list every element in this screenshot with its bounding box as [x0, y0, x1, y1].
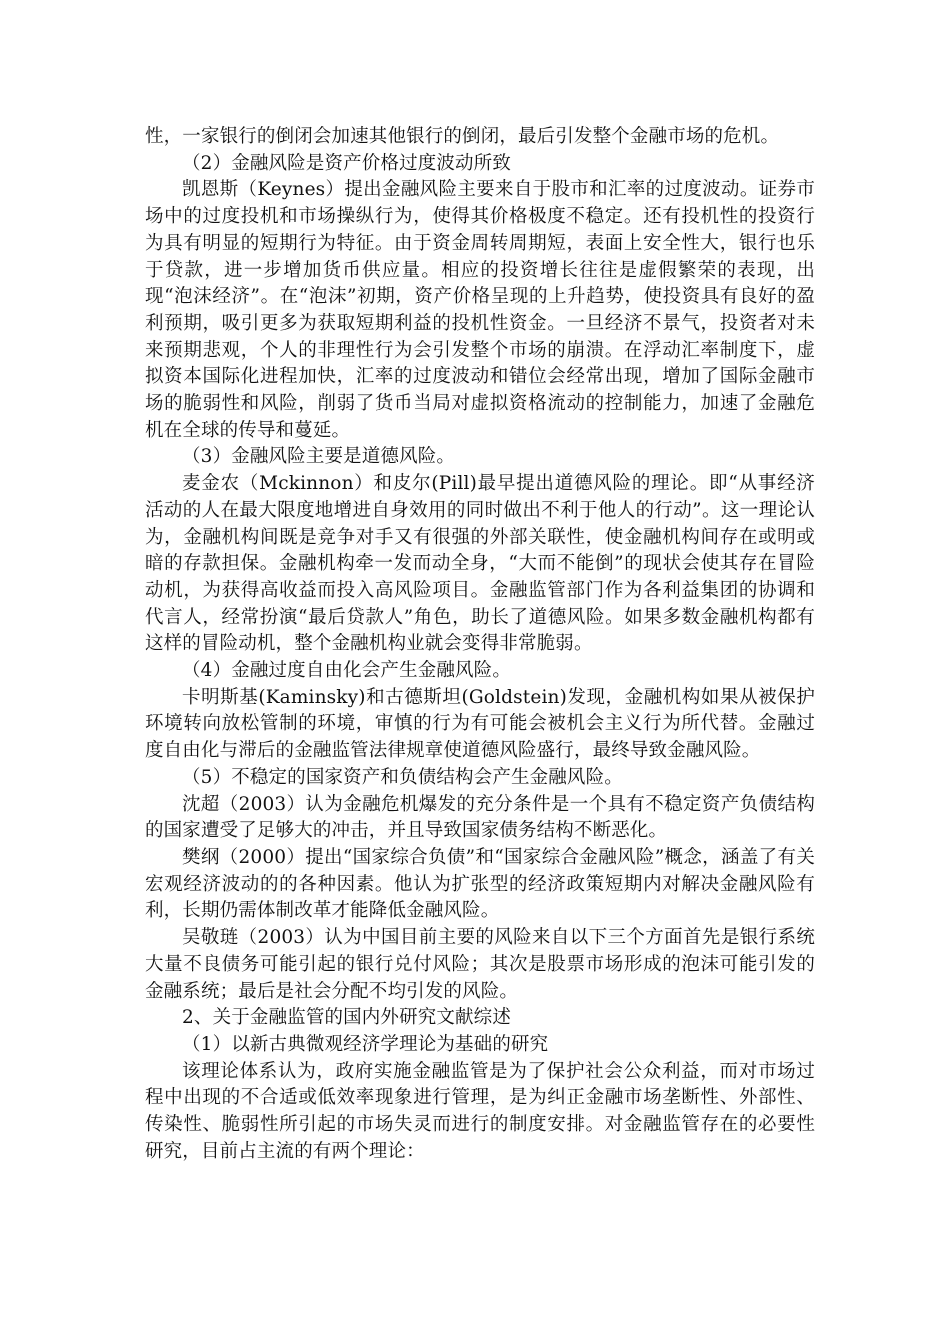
paragraph-fangang: 樊纲（2000）提出“国家综合负债”和“国家综合金融风险”概念，涵盖了有关宏观经济波动的的各种因素。他认为扩张型的经济政策短期内对解决金融风险有利，长期仍需体制改革才能降低金融风险。 [145, 846, 815, 922]
paragraph-keynes: 凯恩斯（Keynes）提出金融风险主要来自于股市和汇率的过度波动。证券市场中的过度投机和市场操纵行为，使得其价格极度不稳定。还有投机性的投资行为具有明显的短期行为特征。由于资金周转周期短，表面上安全性大，银行也乐于贷款，进一步增加货币供应量。相应的投资增长往往是虚假繁荣的表现，出现“泡沫经济”。在“泡沫”初期，资产价格呈现的上升趋势，使投资具有良好的盈利预期，吸引更多为获取短期利益的投机性资金。一旦经济不景气，投资者对未来预期悲观，个人的非理性行为会引发整个市场的崩溃。在浮动汇率制度下，虚拟资本国际化进程加快，汇率的过度波动和错位会经常出现，增加了国际金融市场的脆弱性和风险，削弱了货币当局对虚拟资格流动的控制能力，加速了金融危机在全球的传导和蔓延。 [145, 179, 815, 441]
subsection-heading-1: （1）以新古典微观经济学理论为基础的研究 [182, 1033, 549, 1055]
paragraph-wujinglian: 吴敬琏（2003）认为中国目前主要的风险来自以下三个方面首先是银行系统大量不良债务可能引起的银行兑付风险；其次是股票市场形成的泡沫可能引发的金融系统；最后是社会分配不均引发的风险。 [145, 927, 815, 1002]
document-page [145, 124, 815, 1165]
section-heading-3: （3）金融风险主要是道德风险。 [182, 446, 456, 468]
paragraph-mckinnon: 麦金农（Mckinnon）和皮尔(Pill)最早提出道德风险的理论。即“从事经济活动的人在最大限度地增进自身效用的同时做出不利于他人的行动”。这一理论认为，金融机构间既是竞争对手又有很强的外部关联性，使金融机构间存在或明或暗的存款担保。金融机构牵一发而动全身，“大而不能倒”的现状会使其存在冒险动机，为获得高收益而投入高风险项目。金融监管部门作为各利益集团的协调和代言人，经常扮演“最后贷款人”角色，助长了道德风险。如果多数金融机构都有这样的冒险动机，整个金融机构业就会变得非常脆弱。 [145, 473, 815, 655]
section-heading-2: （2）金融风险是资产价格过度波动所致 [182, 152, 511, 174]
paragraph-shenchao: 沈超（2003）认为金融危机爆发的充分条件是一个具有不稳定资产负债结构的国家遭受了足够大的冲击，并且导致国家债务结构不断恶化。 [145, 793, 815, 842]
paragraph-theory: 该理论体系认为，政府实施金融监管是为了保护社会公众利益，而对市场过程中出现的不合适或低效率现象进行管理，是为纠正金融市场垄断性、外部性、传染性、脆弱性所引起的市场失灵而进行的制度安排。对金融监管存在的必要性研究，目前占主流的有两个理论： [145, 1060, 815, 1162]
section-heading-5: （5）不稳定的国家资产和负债结构会产生金融风险。 [182, 766, 623, 788]
section-heading-regulation: 2、关于金融监管的国内外研究文献综述 [182, 1007, 511, 1029]
section-heading-4: （4）金融过度自由化会产生金融风险。 [182, 660, 511, 682]
paragraph-kaminsky: 卡明斯基(Kaminsky)和古德斯坦(Goldstein)发现，金融机构如果从被保护环境转向放松管制的环境，审慎的行为有可能会被机会主义行为所代替。金融过度自由化与滞后的金融监管法律规章使道德风险盛行，最终导致金融风险。 [145, 686, 815, 762]
paragraph-continuation: 性，一家银行的倒闭会加速其他银行的倒闭，最后引发整个金融市场的危机。 [145, 126, 780, 147]
